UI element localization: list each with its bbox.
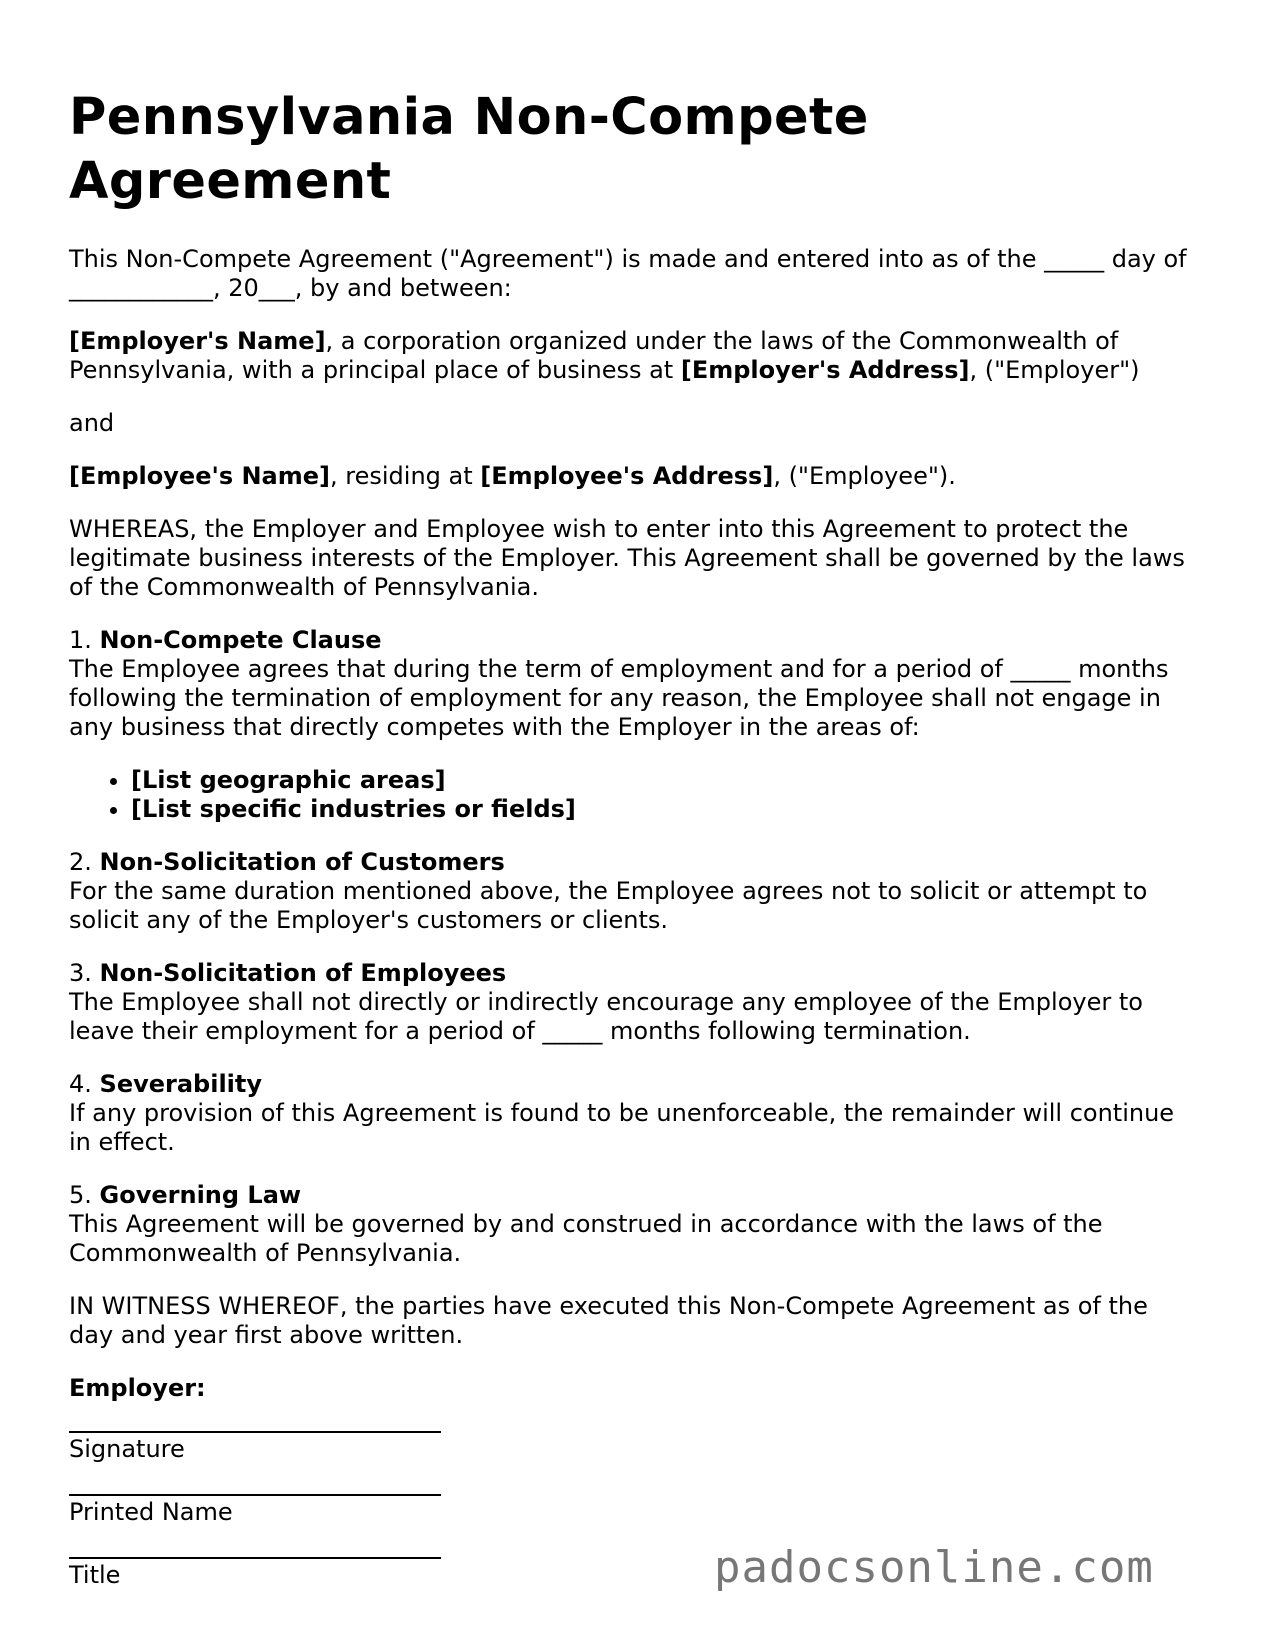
signature-caption: Signature [69,1435,185,1463]
signature-line[interactable] [69,1417,441,1433]
employee-name-placeholder: [Employee's Name] [69,462,330,490]
section-body: For the same duration mentioned above, the Employee agrees not to solicit or attempt to solicit any of the Employer's customers or clients. [69,877,1148,934]
witness-paragraph: IN WITNESS WHEREOF, the parties have executed this Non-Compete Agreement as of the day and year first above written. [69,1292,1148,1349]
printed-name-caption: Printed Name [69,1498,233,1526]
signature-field[interactable] [69,1417,1199,1464]
document-page [69,86,1199,1606]
section-heading: 4. Severability [69,1070,263,1098]
employer-signature-label: Employer: [69,1374,206,1402]
employee-party-paragraph: [Employee's Name], residing at [Employee's Address], ("Employee"). [69,462,956,490]
list-item: • [List geographic areas] [131,766,1199,795]
list-item: • [List specific industries or fields] [131,795,1199,824]
intro-paragraph: This Non-Compete Agreement ("Agreement") is made and entered into as of the _____ day of ____________, 20___, by and between: [69,245,1187,302]
title-line[interactable] [69,1543,441,1559]
document-title: Pennsylvania Non-Compete Agreement [69,88,869,211]
section-body: This Agreement will be governed by and construed in accordance with the laws of the Commonwealth of Pennsylvania. [69,1210,1103,1267]
section-heading: 5. Governing Law [69,1181,302,1209]
section-heading: 3. Non-Solicitation of Employees [69,959,507,987]
section-severability [69,1070,1199,1157]
employer-name-placeholder: [Employer's Name] [69,327,326,355]
section-non-compete [69,626,1199,742]
section-heading: 2. Non-Solicitation of Customers [69,848,505,876]
employer-address-placeholder: [Employer's Address] [680,356,970,384]
areas-list [69,766,1199,824]
employer-party-paragraph: [Employer's Name], a corporation organized under the laws of the Commonwealth of Pennsylvania, with a principal place of business at [Employer's Address], ("Employer") [69,327,1140,384]
section-body: If any provision of this Agreement is found to be unenforceable, the remainder will continue in effect. [69,1099,1175,1156]
section-body: The Employee shall not directly or indirectly encourage any employee of the Employer to leave their employment for a period of _____ months following termination. [69,988,1143,1045]
section-heading: 1. Non-Compete Clause [69,626,382,654]
employee-address-placeholder: [Employee's Address] [480,462,774,490]
section-non-solicitation-employees [69,959,1199,1046]
watermark: padocsonline.com [714,1542,1154,1593]
section-non-solicitation-customers [69,848,1199,935]
section-governing-law [69,1181,1199,1268]
printed-name-field[interactable] [69,1480,1199,1527]
title-caption: Title [69,1561,121,1589]
section-body: The Employee agrees that during the term of employment and for a period of _____ months following the termination of employment for any reason, the Employee shall not engage in any business that directly competes with the Employer in the areas of: [69,655,1169,741]
and-text: and [69,409,115,437]
printed-name-line[interactable] [69,1480,441,1496]
whereas-paragraph: WHEREAS, the Employer and Employee wish to enter into this Agreement to protect the legitimate business interests of the Employer. This Agreement shall be governed by the laws of the Commonwealth of Pennsylvania. [69,515,1185,601]
